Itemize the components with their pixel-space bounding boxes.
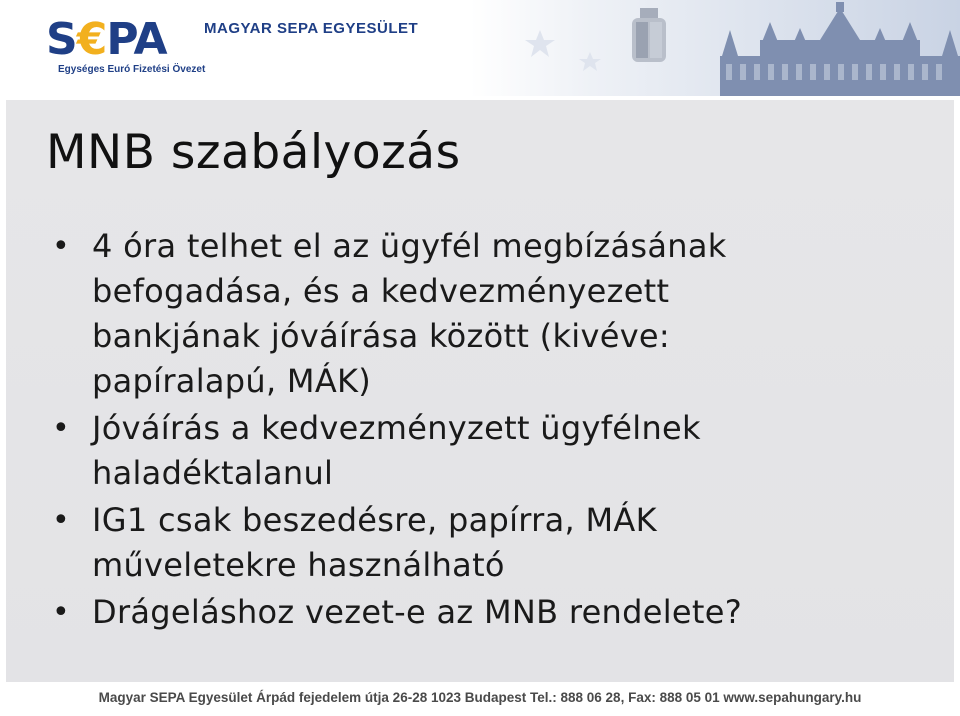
bullet-line: • Drágeláshoz vezet-e az MNB rendelete? [92,593,743,631]
bullet-item [52,224,932,404]
bullet-line: műveletekre használható [92,546,505,584]
bullet-line: bankjának jóváírása között (kivéve: [92,317,670,355]
parliament-banner-image [470,0,960,96]
sepa-logo [46,14,206,84]
organization-name: MAGYAR SEPA EGYESÜLET [204,20,419,37]
slide-title: MNB szabályozás [46,125,461,180]
bullet-line: papíralapú, MÁK) [92,362,372,400]
header-banner [0,0,960,96]
bullet-line: • Jóváírás a kedvezményzett ügyfélnek [92,409,701,447]
sepa-logo-wordmark: S€PA [46,14,167,65]
sepa-logo-tagline: Egységes Euró Fizetési Övezet [58,64,206,75]
bullet-item [52,498,932,588]
bullet-list [52,224,932,637]
bullet-line: • IG1 csak beszedésre, papírra, MÁK [92,501,657,539]
bullet-item [52,590,932,635]
bullet-item [52,406,932,496]
footer [0,684,960,716]
bullet-line: haladéktalanul [92,454,334,492]
footer-contact-text: Magyar SEPA Egyesület Árpád fejedelem útja 26-28 1023 Budapest Tel.: 888 06 28, Fax: 888 05 01 www.sepahungary.hu [98,690,862,705]
bullet-line: befogadása, és a kedvezményezett [92,272,670,310]
bullet-line: • 4 óra telhet el az ügyfél megbízásának [92,227,727,265]
